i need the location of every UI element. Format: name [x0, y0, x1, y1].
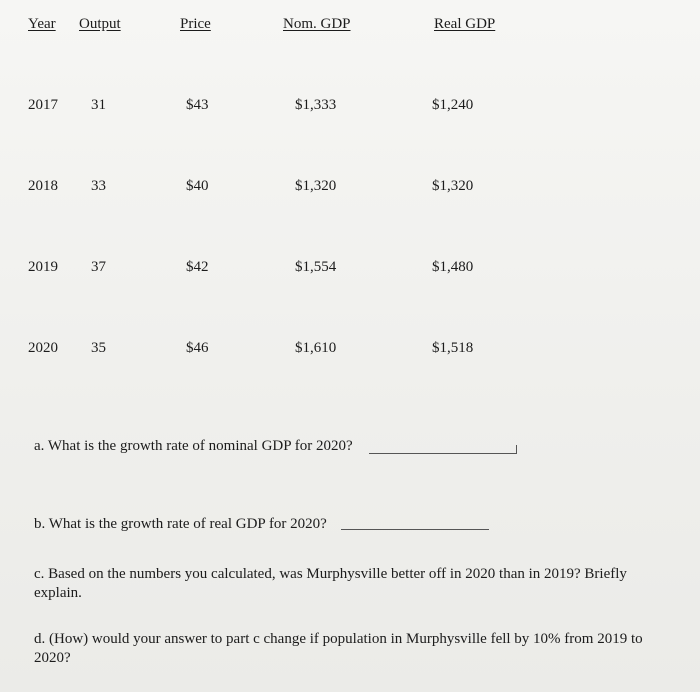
question-c: c. Based on the numbers you calculated, was Murphysville better off in 2020 than in 2019? Briefly explain.	[34, 566, 627, 601]
row-nom-gdp: $1,610	[295, 340, 337, 356]
header-price: Price	[180, 16, 211, 32]
row-nom-gdp: $1,320	[295, 178, 337, 194]
row-output: 35	[91, 340, 106, 356]
row-real-gdp: $1,480	[432, 259, 474, 275]
header-output: Output	[79, 16, 121, 32]
row-nom-gdp: $1,333	[295, 97, 337, 113]
row-output: 33	[91, 178, 106, 194]
row-year: 2020	[28, 340, 58, 356]
row-output: 31	[91, 97, 106, 113]
question-d: d. (How) would your answer to part c change if population in Murphysville fell by 10% from 2019 to 2020?	[34, 631, 643, 666]
row-year: 2017	[28, 97, 58, 113]
header-nom-gdp: Nom. GDP	[283, 16, 351, 32]
row-price: $46	[186, 340, 209, 356]
row-nom-gdp: $1,554	[295, 259, 337, 275]
row-output: 37	[91, 259, 106, 275]
row-year: 2018	[28, 178, 58, 194]
answer-blank-a[interactable]	[369, 453, 517, 454]
row-year: 2019	[28, 259, 58, 275]
row-price: $42	[186, 259, 209, 275]
header-real-gdp: Real GDP	[434, 16, 496, 32]
row-real-gdp: $1,518	[432, 340, 474, 356]
row-real-gdp: $1,320	[432, 178, 474, 194]
header-year: Year	[28, 16, 56, 32]
row-price: $40	[186, 178, 209, 194]
row-real-gdp: $1,240	[432, 97, 474, 113]
answer-blank-b[interactable]	[341, 529, 489, 530]
question-a: a. What is the growth rate of nominal GDP for 2020?	[34, 438, 353, 454]
row-price: $43	[186, 97, 209, 113]
question-b: b. What is the growth rate of real GDP for 2020?	[34, 516, 327, 532]
answer-blank-a-tick	[516, 445, 517, 454]
